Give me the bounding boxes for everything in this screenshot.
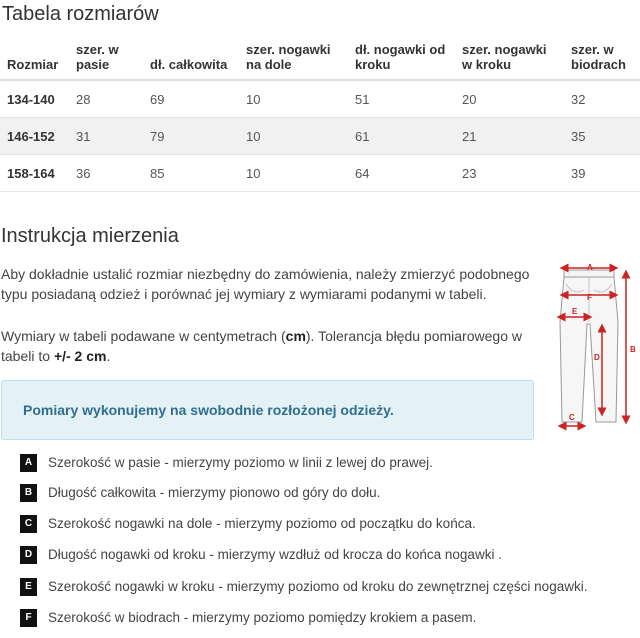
table-row: [0, 80, 640, 118]
table-header: Rozmiar: [0, 36, 69, 80]
section-title: Instrukcja mierzenia: [1, 225, 179, 247]
table-cell: 146-152: [0, 118, 69, 155]
table-cell: 23: [455, 155, 564, 192]
table-cell: 51: [348, 80, 455, 118]
legend-text: Szerokość nogawki na dole - mierzymy poziomo od początku do końca.: [48, 516, 476, 531]
legend-letter-badge: C: [20, 515, 37, 533]
tolerance-text: Wymiary w tabeli podawane w centymetrach (: [1, 328, 286, 344]
legend-text: Długość całkowita - mierzymy pionowo od góry do dołu.: [48, 485, 381, 500]
diagram-label-d: D: [594, 353, 600, 362]
instruction-paragraph: Aby dokładnie ustalić rozmiar niezbędny do zamówienia, należy zmierzyć podobnego typu posiadaną odzież i porównać jej wymiary z wymiarami podanymi w tabeli.: [1, 266, 530, 302]
table-header: szer. nogawki na dole: [239, 36, 348, 80]
table-cell: 85: [143, 155, 239, 192]
legend-letter-badge: F: [20, 609, 37, 627]
table-cell: 20: [455, 80, 564, 118]
table-cell: 134-140: [0, 80, 69, 118]
table-cell: 10: [239, 155, 348, 192]
table-cell: 79: [143, 118, 239, 155]
unit-text: cm: [285, 328, 306, 344]
info-alert: [1, 380, 534, 440]
table-cell: 10: [239, 80, 348, 118]
legend-letter-badge: B: [20, 484, 37, 502]
table-cell: 36: [69, 155, 143, 192]
table-cell: 61: [348, 118, 455, 155]
table-header: dł. nogawki od kroku: [348, 36, 455, 80]
table-row: [0, 118, 640, 155]
table-cell: 32: [564, 80, 640, 118]
trousers-measurement-diagram: [552, 262, 640, 432]
legend-letter-badge: E: [20, 578, 37, 596]
table-cell: 31: [69, 118, 143, 155]
tolerance-text: ). Tolerancja błędu pomiarowego w tabeli to: [1, 328, 522, 364]
legend-text: Szerokość w pasie - mierzymy poziomo w linii z lewej do prawej.: [48, 455, 433, 470]
table-cell: 10: [239, 118, 348, 155]
table-cell: 21: [455, 118, 564, 155]
tolerance-paragraph: [1, 326, 531, 366]
size-table: [0, 36, 640, 192]
diagram-label-b: B: [630, 345, 636, 354]
tolerance-value: +/- 2 cm: [53, 348, 107, 364]
legend-text: Długość nogawki od kroku - mierzymy wzdłuż od krocza do końca nogawki .: [48, 547, 502, 562]
table-header-row: [0, 36, 640, 80]
legend-letter-badge: A: [20, 454, 37, 472]
table-cell: 35: [564, 118, 640, 155]
table-header: szer. w biodrach: [564, 36, 640, 80]
table-cell: 69: [143, 80, 239, 118]
table-cell: 39: [564, 155, 640, 192]
diagram-label-a: A: [587, 263, 593, 272]
table-header: dł. całkowita: [143, 36, 239, 80]
page-title: Tabela rozmiarów: [2, 3, 159, 25]
legend-text: Szerokość nogawki w kroku - mierzymy poziomo od kroku do zewnętrznej części nogawki.: [48, 579, 588, 594]
table-header: szer. w pasie: [69, 36, 143, 80]
legend-text: Szerokość w biodrach - mierzymy poziomo pomiędzy krokiem a pasem.: [48, 610, 477, 625]
table-cell: 64: [348, 155, 455, 192]
table-row: [0, 155, 640, 192]
tolerance-text: .: [106, 348, 111, 364]
diagram-label-c: C: [569, 413, 575, 422]
alert-text: Pomiary wykonujemy na swobodnie rozłożonej odzieży.: [23, 402, 394, 418]
diagram-label-f: F: [587, 293, 592, 302]
legend-letter-badge: D: [20, 546, 37, 564]
table-header: szer. nogawki w kroku: [455, 36, 564, 80]
table-cell: 28: [69, 80, 143, 118]
diagram-label-e: E: [572, 307, 578, 316]
table-cell: 158-164: [0, 155, 69, 192]
